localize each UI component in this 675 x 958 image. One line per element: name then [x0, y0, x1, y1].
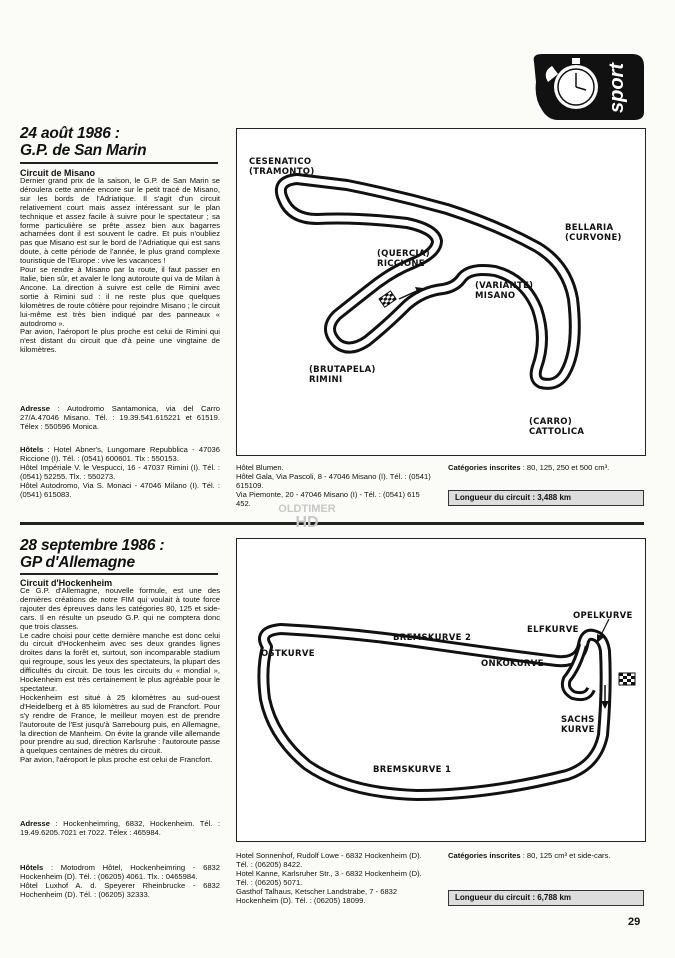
label-onkokurve: ONKOKURVE: [481, 659, 544, 669]
section2-paragraph-3: Hockenheim est situé à 25 kilomètres au sud-ouest d'Heidelberg et à 85 kilomètres au sud de Francfort. Pour s'y rendre de France, le meilleur moyen est de prendre l'autoroute de l'Est jusqu'à Sarrebourg puis, en Allemagne, la direction de Manheim. On évite la grande ville allemande pour prendre au sud, direction Karlsruhe : l'autoroute passe à quelques centaines de mètres du circuit.: [20, 692, 220, 756]
hockenheim-track: [237, 539, 645, 841]
section1-date-title: 24 août 1986 : G.P. de San Marin: [20, 125, 147, 159]
section1-paragraph-1: Dernier grand prix de la saison, le G.P. de San Marin se déroulera cette année encore sur le petit tracé de Misano, sur les bords de l'Adriatique. Il s'agit d'un circuit relativement court mais assez intéressant sur le plan technique et assez facile à suivre pour le spectateur ; sa forme particulière se prête assez bien aux bagarres acharnées dont il est souvent le cadre. Et puis n'oubliez pas que Misano est sur le bord de l'Adriatique qui est sans doute, à cette période de l'année, le plus grand complexe touristique de l'Europe : vive les vacances !: [20, 176, 220, 266]
section2-title-rule: [20, 573, 218, 575]
misano-circuit-map: [236, 128, 646, 456]
section2-paragraph-4: Par avion, l'aéroport le plus proche est celui de Francfort.: [20, 755, 213, 765]
section1-circuit-title: Circuit de Misano: [20, 168, 96, 178]
section1-length-box: Longueur du circuit : 3,488 km: [448, 490, 644, 506]
label-bremskurve-2: BREMSKURVE 2: [393, 633, 472, 643]
section2-paragraph-1: Ce G.P. d'Allemagne, nouvelle formule, est une des dernières créations de notre FIM qui voulait à toute force rajouter des épreuves dans les catégories 80, 125 et side-cars. Il en résulte un pseudo G.P. qui ne comptera donc que trois classes.: [20, 586, 220, 631]
section1-categories: Catégories inscrites : 80, 125, 250 et 500 cm³.: [448, 463, 610, 472]
checkered-flag-icon: [379, 291, 396, 307]
misano-track: [237, 129, 645, 455]
label-variante: (VARIANTE) MISANO: [475, 281, 534, 301]
section2-paragraph-2: Le cadre choisi pour cette dernière manche est donc celui du circuit d'Hockenheim avec ses deux grandes lignes droites dans la forêt et, surtout, son incomparable stadium qui regroupe, sous les yeux des spectateurs, la plupart des difficultés du circuit. De tous les circuits du « mondial », Hockenheim est très certainement le plus agréable pour le spectateur.: [20, 630, 220, 693]
section1-hotels: Hôtels : Hotel Abner's, Lungomare Repubblica - 47036 Riccione (I). Tél. : (0541) 600601. Tlx : 550153. Hôtel Impériale V. le Vespucci, 16 - 47037 Rimini (I). Tél. : (0541) 52255. Tlx. : 550273. Hôtel Autodromo, Via S. Monaci - 47046 Milano (I). Tél. : (0541) 615083.: [20, 445, 220, 499]
section2-date-title: 28 septembre 1986 : GP d'Allemagne: [20, 537, 165, 571]
sport-logo: [528, 52, 646, 122]
section2-address: Adresse : Hockenheimring, 6832, Hockenheim. Tél. : 19.49.6205.7021 et 7022. Télex : 465984.: [20, 819, 220, 837]
section1-body: [20, 177, 220, 355]
label-quercia: (QUERCIA) RICCIONE: [377, 249, 430, 269]
label-brutapela: (BRUTAPELA) RIMINI: [309, 365, 376, 385]
section2-hotels-col2: Hotel Sonnenhof, Rudolf Lowe - 6832 Hockenheim (D). Tél. : (06205) 8422. Hotel Kanne, Karlsruher Str., 3 - 6832 Hockenheim (D). Tél. : (06205) 5071. Gasthof Talhaus, Ketscher Landstrabe, 7 - 6832 Hockenheim (D). Tél. : (06205) 18099.: [236, 851, 422, 905]
label-sachskurve: SACHS KURVE: [561, 715, 595, 735]
section2-length-box: Longueur du circuit : 6,788 km: [448, 890, 644, 906]
section1-paragraph-2: Pour se rendre à Misano par la route, il faut passer en Italie, bien sûr, et avaler le long autoroute qui va de Milan à Ancone. La direction à suivre est celle de Rimini avec sortie à Rimini sud : il ne reste plus que quelques kilomètres de route côtière pour rejoindre Misano ; le circuit lui-même est très bien indiqué par des panneaux « autodromo ».: [20, 265, 220, 328]
label-ostkurve: OSTKURVE: [261, 649, 315, 659]
section2-hotel-line: Hôtel Luxhof A. d. Speyerer Rheinbrucke - 6832 Hochenheim (D). Tél. : (06205) 32333.: [20, 880, 220, 899]
section1-title-rule: [20, 162, 218, 164]
label-cesenatico: CESENATICO (TRAMONTO): [249, 157, 315, 177]
section1-address: Adresse : Autodromo Santamonica, via del Carro 27/A.47046 Misano. Tél. : 19.39.541.615221 et 61519. Télex : 550596 Monica.: [20, 404, 220, 431]
section1-hotel-line: Hôtel Impériale V. le Vespucci, 16 - 47037 Rimini (I). Tél. : (0541) 52255. Tlx. : 550273.: [20, 462, 220, 481]
section1-hotel-line: Hôtel Autodromo, Via S. Monaci - 47046 Milano (I). Tél. : (0541) 615083.: [20, 480, 220, 499]
watermark: OLDTIMER HD: [278, 503, 336, 531]
page-number: 29: [628, 916, 641, 928]
label-bellaria: BELLARIA (CURVONE): [565, 223, 622, 243]
section2-circuit-title: Circuit d'Hockenheim: [20, 578, 113, 588]
checkered-flag-icon: [619, 673, 635, 685]
section2-categories: Catégories inscrites : 80, 125 cm³ et side-cars.: [448, 851, 611, 860]
label-opelkurve: OPELKURVE: [573, 611, 633, 621]
section2-body: [20, 587, 220, 765]
hockenheim-circuit-map: [236, 538, 646, 842]
logo-text: sport: [606, 63, 628, 113]
section2-hotels: Hôtels : Motodrom Hôtel, Hockenheimring - 6832 Hockenheim (D). Tél. : (06205) 4061. Tlx. : 0465984. Hôtel Luxhof A. d. Speyerer Rheinbrucke - 6832 Hochenheim (D). Tél. : (06205) 32333.: [20, 863, 220, 899]
label-carro: (CARRO) CATTOLICA: [529, 417, 585, 437]
section1-paragraph-3: Par avion, l'aéroport le plus proche est celui de Rimini qui n'est distant du circuit que d'à peine une vingtaine de kilomètres.: [20, 327, 220, 355]
label-bremskurve-1: BREMSKURVE 1: [373, 765, 452, 775]
label-elfkurve: ELFKURVE: [527, 625, 579, 635]
section1-hotels-col2: Hôtel Blumen. Hôtel Gala, Via Pascoli, 8 - 47046 Misano (I). Tél. : (0541) 615109. Via Piemonte, 20 - 47046 Misano (I) - Tél. : (0541) 615 452.: [236, 463, 431, 508]
